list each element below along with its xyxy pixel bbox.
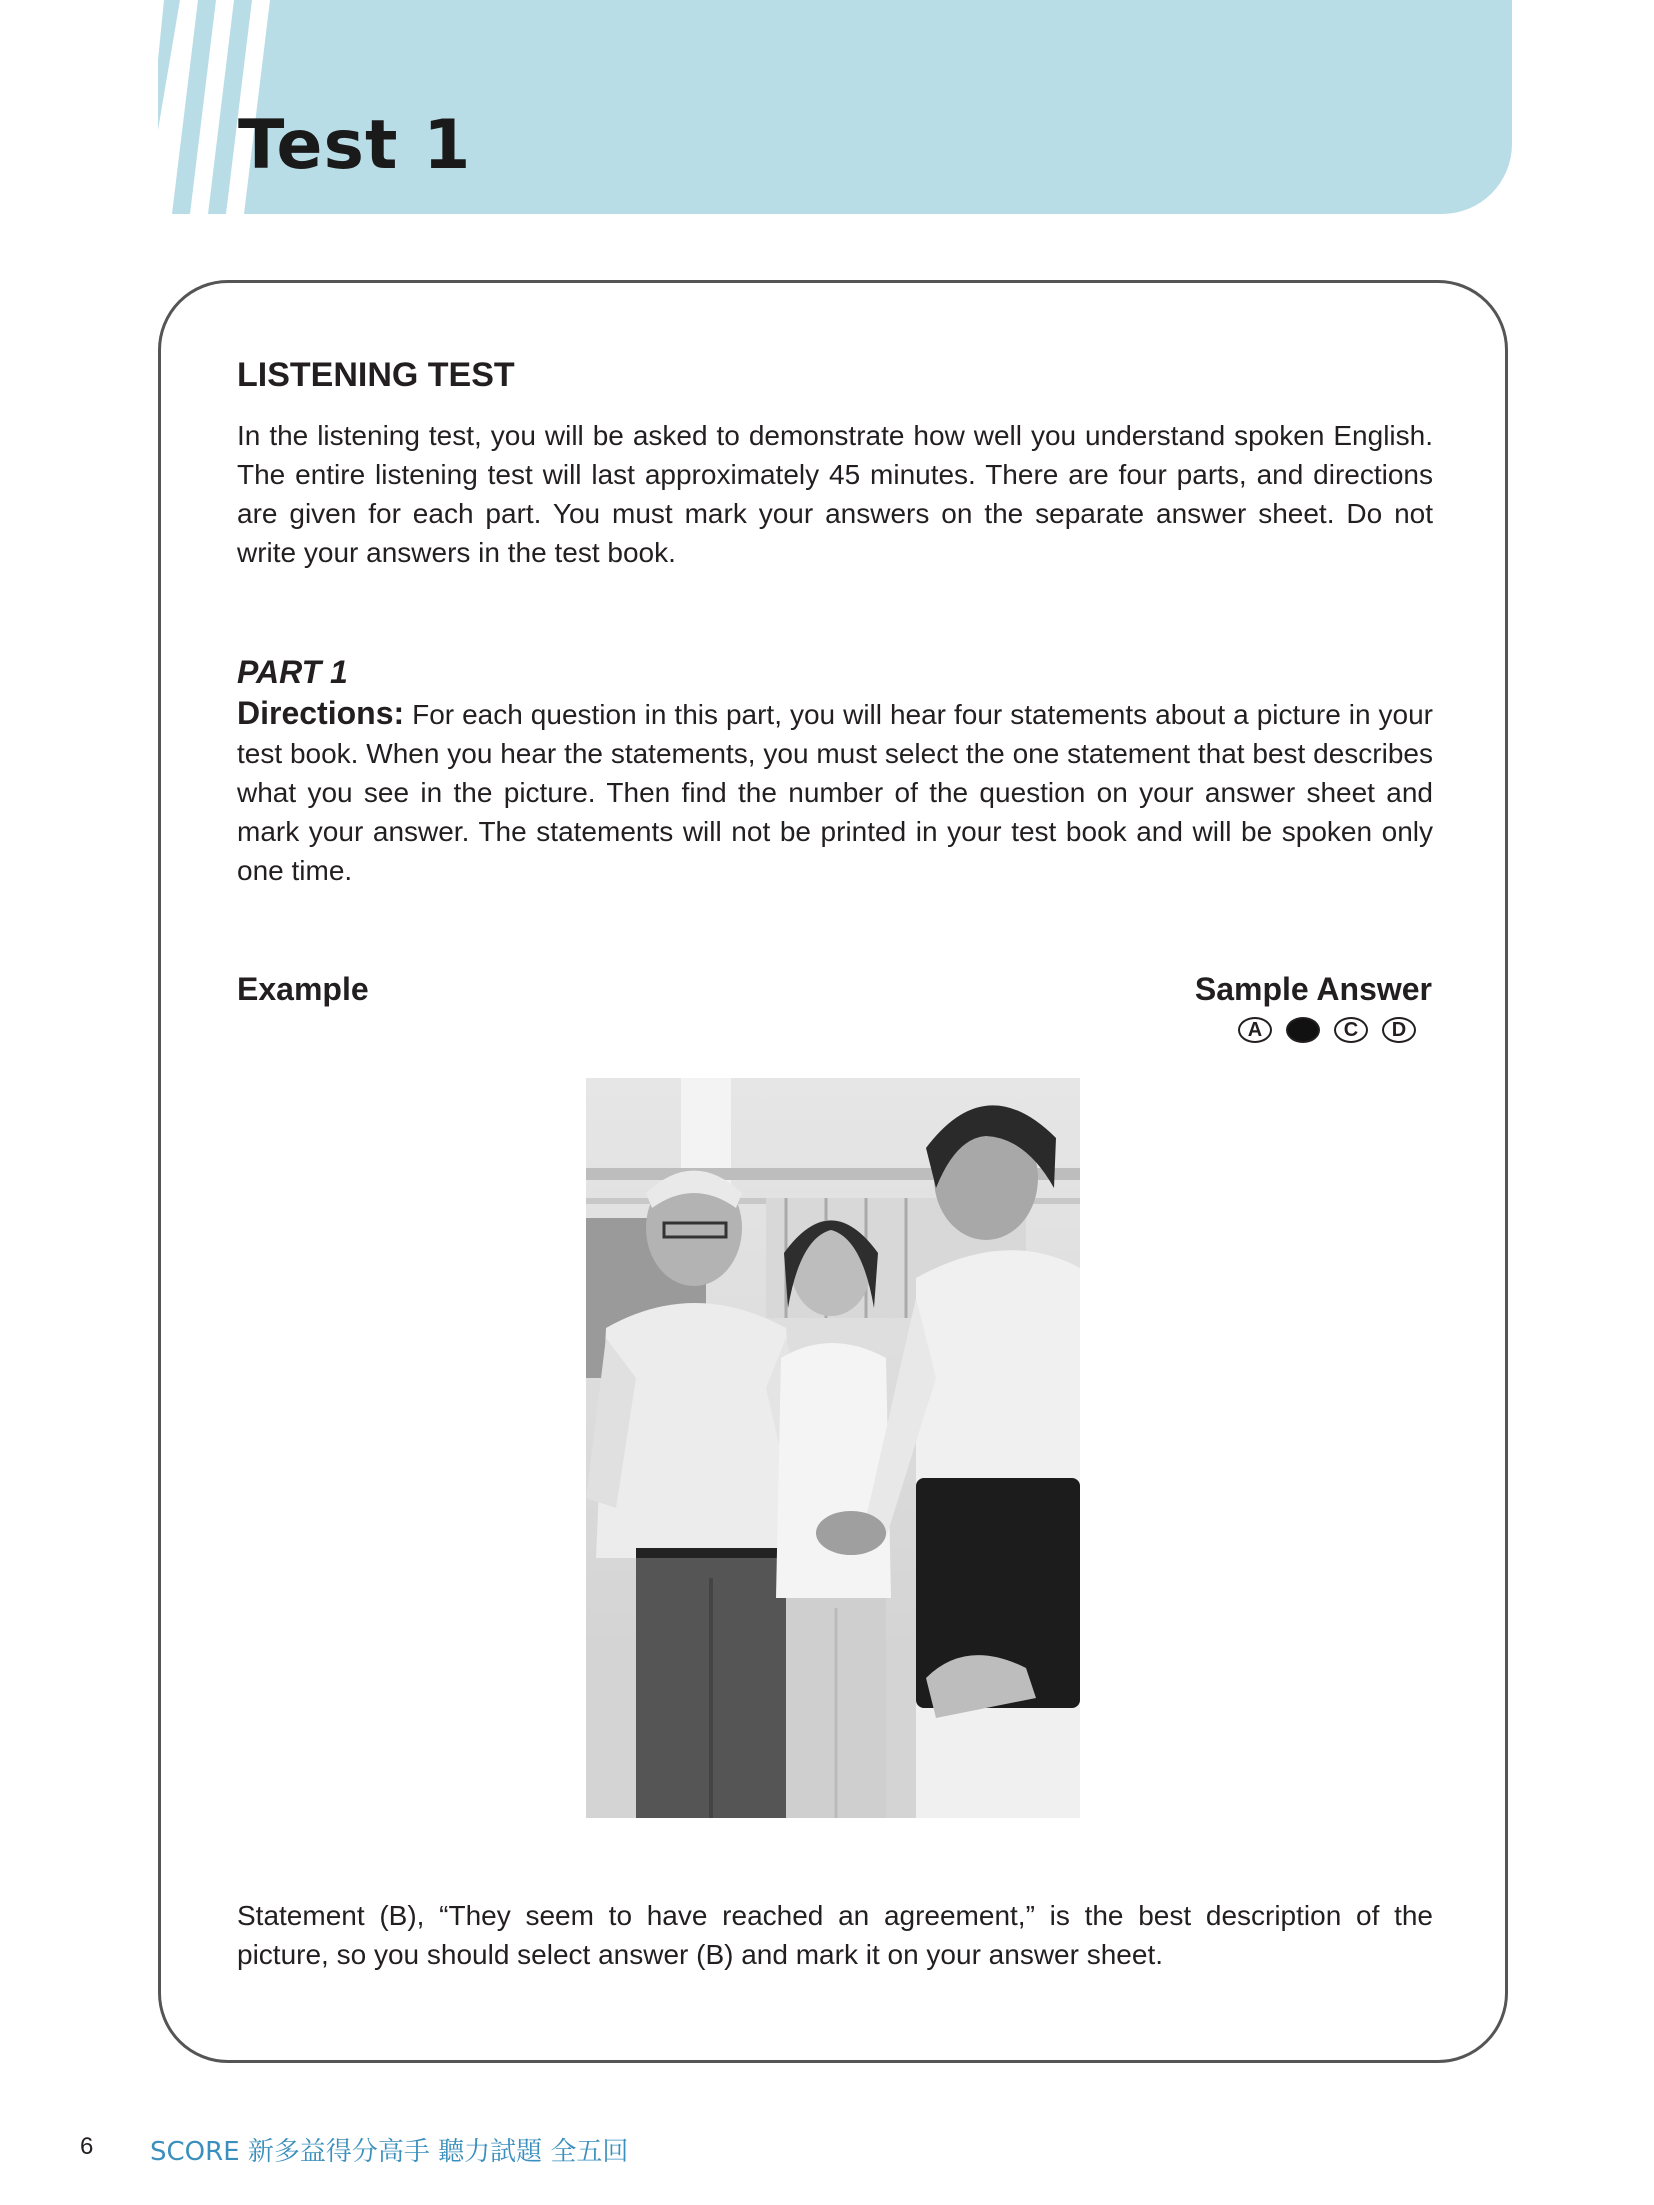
sample-answer-label: Sample Answer	[1194, 971, 1432, 1007]
section-heading: LISTENING TEST	[237, 356, 515, 394]
part-heading: PART 1	[237, 654, 348, 690]
page-number: 6	[80, 2133, 94, 2160]
answer-bubble-c: C	[1334, 1017, 1368, 1043]
example-photo	[586, 1078, 1080, 1818]
handshake-photo-illustration	[586, 1078, 1080, 1818]
listening-intro-paragraph: In the listening test, you will be asked to demonstrate how well you understand spoken English. The entire listening test will last approximately 45 minutes. There are four parts, and directions are given for each part. You must mark your answers on the separate answer sheet. Do not write your answers in the test book.	[237, 420, 1433, 568]
directions-text: For each question in this part, you will hear four statements about a picture in your test book. When you hear the statements, you must select the one statement that best describes what you see in the picture. Then find the number of the question on your answer sheet and mark your answer. The statements will not be printed in your test book and will be spoken only one time.	[237, 699, 1433, 886]
directions-label: Directions:	[237, 695, 405, 731]
directions-paragraph	[237, 694, 1433, 890]
page-title: Test 1	[238, 106, 472, 185]
answer-bubble-d: D	[1382, 1017, 1416, 1043]
footer-book-title: SCORE 新多益得分高手 聽力試題 全五回	[150, 2137, 629, 2167]
answer-bubble-a: A	[1238, 1017, 1272, 1043]
sample-answer-bubbles	[1238, 1016, 1416, 1044]
answer-bubble-b-filled: B	[1286, 1017, 1320, 1043]
example-label: Example	[237, 971, 369, 1007]
example-statement-paragraph: Statement (B), “They seem to have reached an agreement,” is the best description of the picture, so you should select answer (B) and mark it on your answer sheet.	[237, 1900, 1433, 1970]
